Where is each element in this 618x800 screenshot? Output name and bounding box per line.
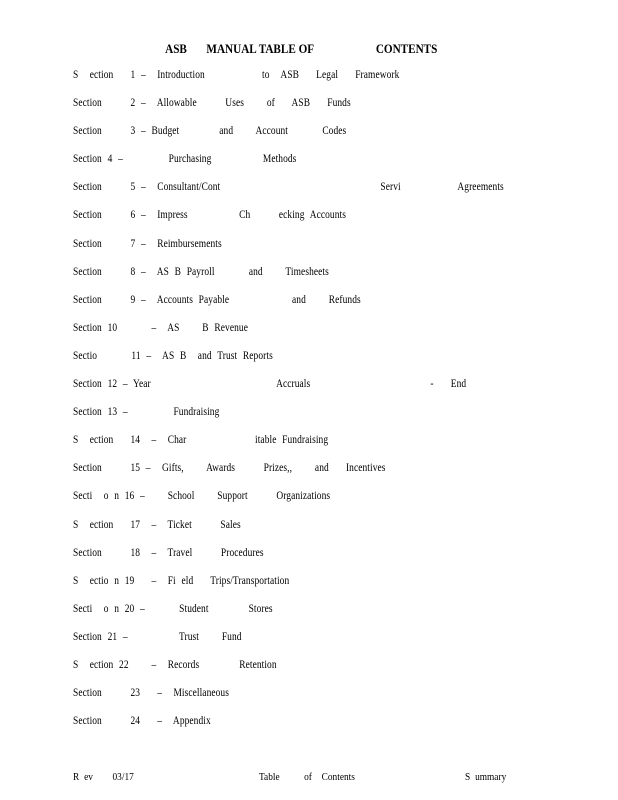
toc-entry-9: Section 9 – Accounts Payable and Refunds (73, 293, 361, 306)
footer-summary: S ummary (465, 771, 507, 783)
toc-entry-13: Section 13 – Fundraising (73, 406, 220, 419)
title-left: ASB MANUAL TABLE OF (165, 41, 315, 56)
toc-entry-11: Sectio 11 – AS B and Trust Reports (73, 349, 273, 362)
toc-entry-24: Section 24 – Appendix (73, 715, 211, 728)
toc-entry-1: S ection 1 – Introduction to ASB Legal Framework (73, 69, 400, 81)
toc-entry-21: Section 21 – Trust Fund (73, 630, 242, 643)
toc-entry-4: Section 4 – Purchasing Methods (73, 153, 297, 166)
footer-revision: R ev 03/17 (73, 771, 134, 783)
toc-entry-19: S ectio n 19 – Fi eld Trips/Transportation (73, 574, 290, 587)
toc-entry-3: Section 3 – Budget and Account Codes (73, 125, 347, 138)
toc-entry-16: Secti o n 16 – School Support Organizations (73, 490, 331, 503)
toc-entry-2: Section 2 – Allowable Uses of ASB Funds (73, 97, 351, 110)
toc-entry-23: Section 23 – Miscellaneous (73, 687, 229, 700)
toc-entry-22: S ection 22 – Records Retention (73, 658, 277, 671)
title-right: CONTENTS (375, 41, 438, 56)
toc-entry-18: Section 18 – Travel Procedures (73, 546, 264, 559)
toc-entry-15: Section 15 – Gifts, Awards Prizes,, and Incentives (73, 462, 386, 475)
footer-document-name: Table of Contents (259, 771, 355, 783)
toc-entry-14: S ection 14 – Char itable Fundraising (73, 434, 329, 447)
toc-entry-7: Section 7 – Reimbursements (73, 237, 222, 250)
toc-entry-17: S ection 17 – Ticket Sales (73, 518, 241, 531)
toc-entry-8: Section 8 – AS B Payroll and Timesheets (73, 265, 329, 278)
toc-entry-20: Secti o n 20 – Student Stores (73, 602, 273, 615)
toc-entry-12: Section 12 – Year Accruals - End (73, 378, 467, 391)
toc-entry-6: Section 6 – Impress Ch ecking Accounts (73, 209, 346, 222)
table-of-contents (73, 68, 598, 742)
toc-entry-5: Section 5 – Consultant/Cont Servi Agreements (73, 181, 504, 194)
toc-entry-10: Section 10 – AS B Revenue (73, 321, 248, 334)
